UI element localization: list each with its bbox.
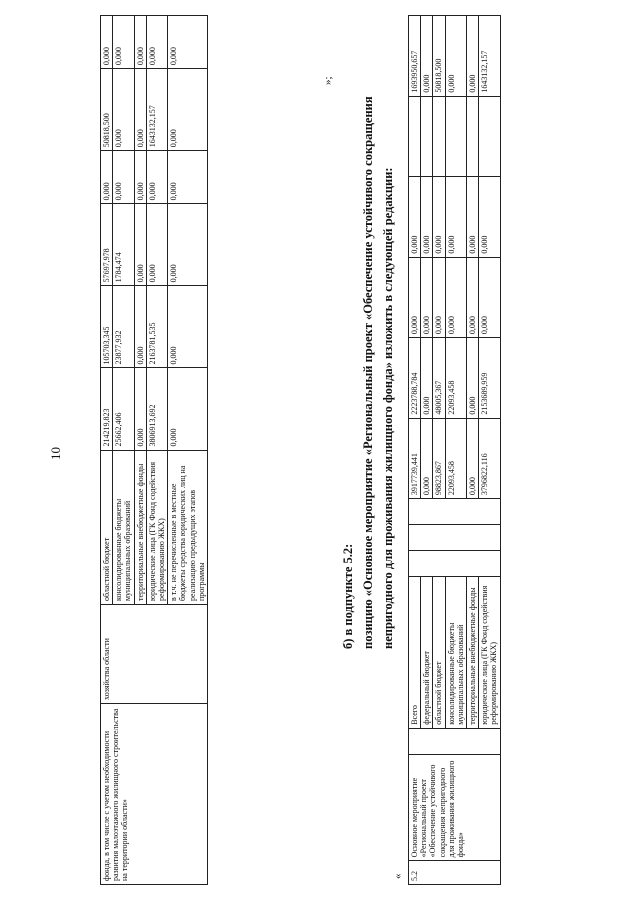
value-cell: 214219,823: [101, 368, 113, 450]
value-cell: 3806913,692: [146, 368, 167, 450]
value-cell: 0,000: [479, 177, 500, 258]
source-label: консолидированные бюджеты муниципальных образований: [113, 450, 134, 604]
item-number: 5.2: [409, 861, 501, 885]
value-cell: 1643132,157: [146, 69, 167, 151]
source-label: областной бюджет: [101, 450, 113, 604]
value-cell: 0,000: [113, 69, 134, 151]
table-row: [409, 16, 421, 885]
value-cell: 3796822,116: [479, 418, 500, 499]
value-cell: 50818,500: [433, 16, 445, 97]
empty-cell: [409, 499, 501, 525]
value-cell: 0,000: [134, 286, 146, 368]
value-cell: 0,000: [466, 16, 478, 97]
value-cell: 0,000: [146, 16, 167, 69]
closing-quote: »;: [322, 76, 334, 85]
value-cell: 0,000: [421, 418, 433, 499]
responsible-cell: хозяйства области: [101, 605, 208, 704]
empty-cell: [479, 96, 500, 177]
source-label: консолидированные бюджеты муниципальных образований: [445, 577, 466, 729]
value-cell: 0,000: [146, 204, 167, 286]
value-cell: 0,000: [445, 177, 466, 258]
value-cell: 0,000: [146, 151, 167, 204]
value-cell: 0,000: [113, 16, 134, 69]
value-cell: 0,000: [168, 69, 208, 151]
value-cell: 0,000: [134, 151, 146, 204]
value-cell: 0,000: [168, 286, 208, 368]
source-label: федеральный бюджет: [421, 577, 433, 729]
value-cell: 57697,978: [101, 204, 113, 286]
value-cell: 3917739,441: [409, 418, 421, 499]
value-cell: 98823,867: [433, 418, 445, 499]
value-cell: 0,000: [134, 16, 146, 69]
table-row: [101, 16, 113, 885]
subparagraph-heading: б) в подпункте 5.2:: [341, 543, 355, 649]
source-label: в т.ч. не перечисленные в местные бюджеты средства юридических лиц на реализацию предыдущих этапов программы: [168, 450, 208, 604]
value-cell: 0,000: [445, 257, 466, 338]
value-cell: 0,000: [466, 177, 478, 258]
value-cell: 1643132,157: [479, 16, 500, 97]
source-label: областной бюджет: [433, 577, 445, 729]
source-label: юридические лица (ГК Фонд содействия реформированию ЖКХ): [479, 577, 500, 729]
empty-cell: [466, 96, 478, 177]
empty-cell: [409, 551, 501, 577]
value-cell: 1784,474: [113, 204, 134, 286]
value-cell: 48005,367: [433, 338, 445, 419]
value-cell: 0,000: [466, 418, 478, 499]
value-cell: 50818,500: [101, 69, 113, 151]
value-cell: 0,000: [113, 151, 134, 204]
empty-cell: [409, 525, 501, 551]
value-cell: 0,000: [409, 257, 421, 338]
value-cell: 0,000: [421, 177, 433, 258]
value-cell: 0,000: [134, 368, 146, 450]
empty-cell: [421, 96, 433, 177]
value-cell: 2223788,784: [409, 338, 421, 419]
budget-table-new: [408, 15, 501, 885]
empty-cell: [409, 728, 501, 754]
value-cell: 0,000: [101, 151, 113, 204]
value-cell: 0,000: [168, 151, 208, 204]
value-cell: 0,000: [466, 338, 478, 419]
value-cell: 2163781,535: [146, 286, 167, 368]
value-cell: 0,000: [445, 16, 466, 97]
empty-cell: [433, 96, 445, 177]
value-cell: 25662,406: [113, 368, 134, 450]
value-cell: 22093,458: [445, 418, 466, 499]
value-cell: 0,000: [421, 257, 433, 338]
amendment-paragraph: [338, 29, 398, 649]
source-label: территориальные внебюджетные фонды: [134, 450, 146, 604]
value-cell: 0,000: [479, 257, 500, 338]
empty-cell: [445, 96, 466, 177]
value-cell: 2153689,959: [479, 338, 500, 419]
value-cell: 0,000: [134, 69, 146, 151]
section-description: фонда, в том числе с учетом необходимости развития малоэтажного жилищного строительства на территории области»: [101, 703, 208, 884]
amendment-text: позицию «Основное мероприятие «Региональный проект «Обеспечение устойчивого сокращения непригодного для проживания жилищного фонда» изложить в следующей редакции:: [361, 96, 395, 649]
page-number: 10: [48, 447, 63, 460]
measure-name: Основное мероприятие «Региональный проект «Обеспечение устойчивого сокращения непригодного для проживания жилищного фонда»: [409, 754, 501, 861]
value-cell: 0,000: [168, 16, 208, 69]
value-cell: 0,000: [421, 338, 433, 419]
value-cell: 105703,345: [101, 286, 113, 368]
source-label: территориальные внебюджетные фонды: [466, 577, 478, 729]
value-cell: 0,000: [433, 257, 445, 338]
value-cell: 0,000: [101, 16, 113, 69]
value-cell: 0,000: [466, 257, 478, 338]
value-cell: 0,000: [433, 177, 445, 258]
empty-cell: [409, 96, 421, 177]
value-cell: 22093,458: [445, 338, 466, 419]
opening-quote: «: [392, 873, 404, 879]
budget-table-continued: [100, 15, 208, 885]
value-cell: 0,000: [134, 204, 146, 286]
value-cell: 0,000: [168, 368, 208, 450]
source-label: Всего: [409, 577, 421, 729]
value-cell: 0,000: [421, 16, 433, 97]
value-cell: 0,000: [168, 204, 208, 286]
source-label: юридические лица (ГК Фонд содействия реформированию ЖКХ): [146, 450, 167, 604]
value-cell: 0,000: [409, 177, 421, 258]
value-cell: 23877,932: [113, 286, 134, 368]
value-cell: 1693950,657: [409, 16, 421, 97]
